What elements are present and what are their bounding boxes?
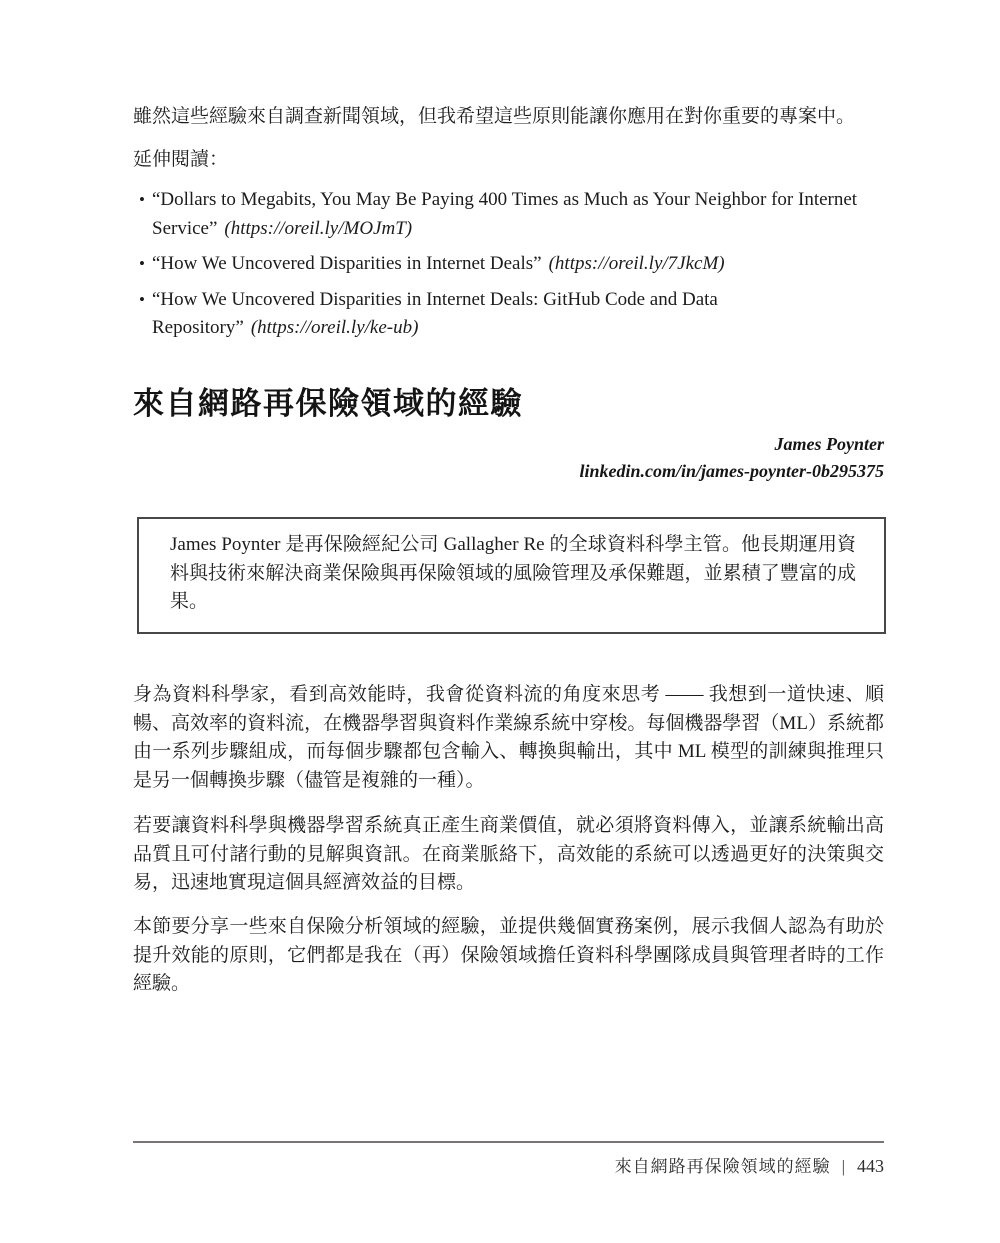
bullet-icon: • [139,190,145,209]
reading-item-title: “How We Uncovered Disparities in Internet Deals: GitHub Code and Data Repository” [152,288,718,338]
list-item [133,286,884,343]
intro-paragraph: 雖然這些經驗來自調查新聞領域，但我希望這些原則能讓你應用在對你重要的專案中。 [133,106,856,127]
page-footer [133,1152,884,1177]
further-reading-label: 延伸閱讀： [133,149,229,170]
list-item [133,250,884,279]
footer-section-title: 來自網路再保險領域的經驗 [614,1157,831,1176]
reading-item-title: “Dollars to Megabits, You May Be Paying 400 Times as Much as Your Neighbor for Internet Service” [152,189,858,239]
body-paragraph: 若要讓資料科學與機器學習系統真正產生商業價值，就必須將資料傳入，並讓系統輸出高品質且可付諸行動的見解與資訊。在商業脈絡下，高效能的系統可以透過更好的決策與交易，迅速地實現這個具經濟效益的目標。 [133,815,884,893]
body-paragraph: 本節要分享一些來自保險分析領域的經驗，並提供幾個實務案例，展示我個人認為有助於提升效能的原則，它們都是我在（再）保險領域擔任資料科學團隊成員與管理者時的工作經驗。 [133,916,884,994]
bullet-icon: • [139,289,145,309]
footer-divider: | [841,1157,846,1176]
reading-item-url: (https://oreil.ly/7JkcM) [548,253,725,274]
body-paragraph: 身為資料科學家，看到高效能時，我會從資料流的角度來思考 —— 我想到一道快速、順暢、高效率的資料流，在機器學習與資料作業線系統中穿梭。每個機器學習（ML）系統都由一系列步驟組成，而每個步驟都包含輸入、轉換與輸出，其中 ML 模型的訓練與推理只是另一個轉換步驟（儘管是複雜的一種）。 [133,684,884,791]
author-bio-box [137,517,886,634]
author-bio: James Poynter 是再保險經紀公司 Gallagher Re 的全球資料科學主管。他長期運用資料與技術來解決商業保險與再保險領域的風險管理及承保難題，並累積了豐富的成果。 [170,534,856,612]
byline [133,431,884,485]
footer-divider-line [133,1141,884,1143]
reading-item-url: (https://oreil.ly/MOJmT) [224,217,413,239]
list-item [133,186,884,243]
page-number: 443 [857,1156,884,1176]
reading-item-title: “How We Uncovered Disparities in Internet Deals” [152,253,542,274]
author-name: James Poynter [774,434,884,454]
author-linkedin-url: linkedin.com/in/james-poynter-0b295375 [579,461,884,481]
reading-item-url: (https://oreil.ly/ke-ub) [250,317,419,338]
bullet-icon: • [139,254,145,273]
further-reading-list [133,186,884,350]
section-heading: 來自網路再保險領域的經驗 [133,386,523,421]
